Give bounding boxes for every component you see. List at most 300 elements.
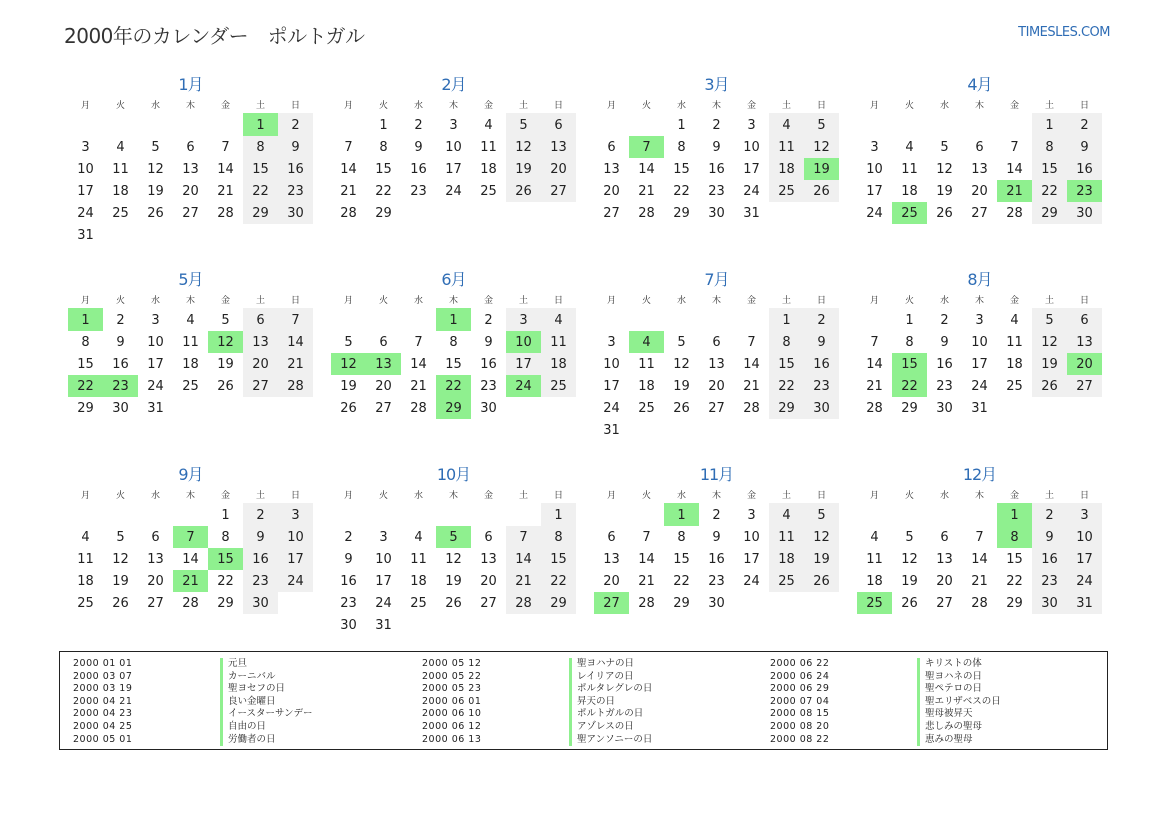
day-cell: 15	[541, 548, 576, 570]
day-cell: 20	[243, 353, 278, 375]
page-title: 2000年のカレンダー ポルトガル	[64, 24, 365, 48]
day-cell: 11	[541, 331, 576, 353]
day-cell: 25	[769, 180, 804, 202]
day-cell: 28	[506, 592, 541, 614]
months-grid	[68, 74, 1103, 659]
month-name: 11月	[699, 465, 734, 484]
weekday-header: 土	[781, 295, 791, 306]
day-cell: 3	[506, 308, 541, 331]
day-cell: 15	[1032, 158, 1067, 180]
day-cell	[278, 224, 313, 246]
day-cell: 22	[673, 183, 690, 199]
day-cell: 29	[1032, 202, 1067, 224]
day-cell	[629, 419, 664, 441]
day-cell: 17	[743, 551, 760, 567]
day-cell: 14	[1006, 161, 1023, 177]
day-cell: 20	[603, 183, 620, 199]
day-cell	[208, 224, 243, 246]
weekday-header: 金	[220, 490, 230, 501]
day-cell: 7	[414, 334, 423, 350]
day-cell	[208, 113, 243, 136]
day-cell	[962, 113, 997, 136]
day-cell: 3	[975, 312, 984, 328]
day-cell: 18	[480, 161, 497, 177]
month-table	[857, 96, 1102, 224]
weekday-header: 水	[150, 490, 160, 501]
day-cell: 16	[936, 356, 953, 372]
day-cell: 26	[936, 205, 953, 221]
weekday-header: 日	[816, 490, 826, 501]
day-cell: 2	[804, 308, 839, 331]
day-cell: 13	[603, 161, 620, 177]
day-cell: 10	[1067, 526, 1102, 548]
day-cell: 21	[971, 573, 988, 589]
day-cell: 9	[940, 334, 949, 350]
day-cell: 30	[243, 592, 278, 614]
day-cell: 7	[1010, 139, 1019, 155]
day-cell	[173, 224, 208, 246]
day-cell: 3	[607, 334, 616, 350]
weekday-header: 月	[80, 295, 90, 306]
day-cell: 27	[971, 205, 988, 221]
month-name: 3月	[704, 75, 729, 94]
day-cell: 3	[449, 117, 458, 133]
holiday-date: 2000 06 24	[770, 670, 830, 682]
weekday-header: 金	[220, 100, 230, 111]
weekday-header: 水	[150, 295, 160, 306]
weekday-header: 水	[939, 490, 949, 501]
day-cell: 24	[147, 378, 164, 394]
day-cell	[103, 113, 138, 136]
holiday-date: 2000 05 12	[422, 658, 482, 669]
day-cell	[436, 202, 471, 224]
day-cell: 17	[278, 548, 313, 570]
month-calendar	[594, 269, 839, 464]
day-cell: 28	[1006, 205, 1023, 221]
day-cell: 25	[77, 595, 94, 611]
day-cell: 7	[278, 308, 313, 331]
day-cell: 20	[480, 573, 497, 589]
day-cell: 25	[1006, 378, 1023, 394]
day-cell	[243, 397, 278, 419]
day-cell: 25	[892, 202, 927, 224]
day-cell: 7	[975, 529, 984, 545]
weekday-header: 木	[448, 490, 458, 501]
day-cell: 8	[379, 139, 388, 155]
weekday-header: 月	[343, 100, 353, 111]
day-cell: 17	[1067, 548, 1102, 570]
day-cell: 16	[480, 356, 497, 372]
day-cell: 26	[147, 205, 164, 221]
day-cell: 4	[81, 529, 90, 545]
day-cell: 10	[603, 356, 620, 372]
day-cell	[664, 419, 699, 441]
day-cell	[471, 202, 506, 224]
weekday-header: 金	[1009, 100, 1019, 111]
day-cell: 18	[901, 183, 918, 199]
day-cell	[138, 503, 173, 526]
day-cell: 12	[804, 136, 839, 158]
day-cell: 14	[638, 551, 655, 567]
weekday-header: 木	[974, 295, 984, 306]
day-cell: 29	[77, 400, 94, 416]
day-cell: 17	[603, 378, 620, 394]
day-cell: 17	[743, 161, 760, 177]
day-cell: 5	[151, 139, 160, 155]
weekday-header: 土	[1044, 295, 1054, 306]
day-cell: 24	[77, 205, 94, 221]
day-cell: 8	[541, 526, 576, 548]
day-cell	[769, 592, 804, 614]
day-cell: 8	[677, 139, 686, 155]
weekday-header: 土	[518, 100, 528, 111]
weekday-header: 火	[115, 490, 125, 501]
holiday-name: 良い金曜日	[220, 696, 276, 709]
day-cell: 31	[743, 205, 760, 221]
day-cell: 5	[677, 334, 686, 350]
day-cell: 21	[410, 378, 427, 394]
day-cell: 20	[708, 378, 725, 394]
day-cell: 17	[971, 356, 988, 372]
day-cell: 15	[77, 356, 94, 372]
holiday-row	[60, 683, 313, 696]
holiday-date: 2000 06 10	[422, 708, 482, 720]
day-cell: 17	[147, 356, 164, 372]
holiday-date: 2000 04 25	[73, 720, 133, 732]
day-cell: 1	[997, 503, 1032, 526]
day-cell: 9	[1067, 136, 1102, 158]
day-cell: 18	[1006, 356, 1023, 372]
day-cell: 2	[278, 113, 313, 136]
weekday-header: 日	[816, 100, 826, 111]
day-cell: 7	[629, 136, 664, 158]
day-cell: 14	[340, 161, 357, 177]
day-cell: 24	[1067, 570, 1102, 592]
day-cell	[804, 592, 839, 614]
day-cell	[506, 202, 541, 224]
day-cell: 29	[901, 400, 918, 416]
holiday-list	[59, 651, 1108, 750]
day-cell: 21	[506, 570, 541, 592]
day-cell: 28	[410, 400, 427, 416]
day-cell: 1	[379, 117, 388, 133]
holiday-name: 悲しみの聖母	[917, 721, 982, 734]
holiday-row	[60, 671, 313, 684]
day-cell: 22	[541, 570, 576, 592]
day-cell	[804, 202, 839, 224]
day-cell: 27	[708, 400, 725, 416]
day-cell: 12	[147, 161, 164, 177]
day-cell: 31	[971, 400, 988, 416]
day-cell	[173, 397, 208, 419]
holiday-name: イースターサンデー	[220, 708, 313, 721]
day-cell: 20	[603, 573, 620, 589]
day-cell: 6	[940, 529, 949, 545]
day-cell: 18	[541, 353, 576, 375]
day-cell	[436, 614, 471, 636]
day-cell	[68, 503, 103, 526]
day-cell: 24	[743, 183, 760, 199]
weekday-header: 火	[115, 100, 125, 111]
day-cell: 8	[677, 529, 686, 545]
day-cell: 20	[182, 183, 199, 199]
weekday-header: 土	[255, 490, 265, 501]
day-cell: 28	[182, 595, 199, 611]
day-cell: 9	[712, 529, 721, 545]
day-cell: 28	[866, 400, 883, 416]
day-cell	[243, 224, 278, 246]
weekday-header: 水	[413, 100, 423, 111]
holiday-date: 2000 08 22	[770, 733, 830, 745]
day-cell: 2	[243, 503, 278, 526]
day-cell: 21	[638, 183, 655, 199]
weekday-header: 木	[711, 295, 721, 306]
day-cell: 12	[208, 331, 243, 353]
day-cell: 10	[278, 526, 313, 548]
day-cell: 19	[340, 378, 357, 394]
holiday-row	[409, 696, 652, 709]
day-cell: 2	[414, 117, 423, 133]
day-cell: 21	[638, 573, 655, 589]
holiday-name: 自由の日	[220, 721, 266, 734]
holiday-name: 恵みの聖母	[917, 734, 973, 747]
day-cell	[278, 592, 313, 614]
holiday-name: レイリアの日	[569, 671, 634, 684]
holiday-name: アゾレスの日	[569, 721, 634, 734]
day-cell: 26	[673, 400, 690, 416]
day-cell: 23	[243, 570, 278, 592]
day-cell: 6	[607, 139, 616, 155]
day-cell: 26	[340, 400, 357, 416]
day-cell: 13	[366, 353, 401, 375]
day-cell: 28	[743, 400, 760, 416]
day-cell: 4	[116, 139, 125, 155]
holiday-name: ポルトガルの日	[569, 708, 643, 721]
holiday-name: 聖ペテロの日	[917, 683, 982, 696]
day-cell: 29	[217, 595, 234, 611]
day-cell: 9	[344, 551, 353, 567]
day-cell: 4	[769, 503, 804, 526]
holiday-date: 2000 06 22	[770, 658, 830, 669]
day-cell: 28	[217, 205, 234, 221]
holiday-date: 2000 03 07	[73, 670, 133, 682]
holiday-date: 2000 03 19	[73, 683, 133, 695]
day-cell: 14	[217, 161, 234, 177]
day-cell: 18	[182, 356, 199, 372]
day-cell	[173, 503, 208, 526]
day-cell: 19	[936, 183, 953, 199]
day-cell	[506, 503, 541, 526]
day-cell: 26	[1032, 375, 1067, 397]
day-cell: 10	[971, 334, 988, 350]
day-cell: 25	[182, 378, 199, 394]
holiday-name: カーニバル	[220, 671, 276, 684]
weekday-header: 月	[606, 490, 616, 501]
day-cell: 12	[901, 551, 918, 567]
day-cell: 30	[1067, 202, 1102, 224]
day-cell: 14	[506, 548, 541, 570]
holiday-name: 聖ヨセフの日	[220, 683, 285, 696]
day-cell: 2	[1032, 503, 1067, 526]
weekday-header: 土	[518, 490, 528, 501]
day-cell	[892, 113, 927, 136]
day-cell: 19	[1032, 353, 1067, 375]
weekday-header: 月	[869, 490, 879, 501]
month-calendar	[68, 269, 313, 464]
day-cell	[541, 614, 576, 636]
weekday-header: 土	[1044, 490, 1054, 501]
day-cell: 5	[1032, 308, 1067, 331]
day-cell: 25	[857, 592, 892, 614]
day-cell: 27	[375, 400, 392, 416]
day-cell: 31	[1067, 592, 1102, 614]
day-cell: 15	[673, 161, 690, 177]
weekday-header: 木	[711, 490, 721, 501]
weekday-header: 金	[220, 295, 230, 306]
day-cell: 25	[410, 595, 427, 611]
day-cell: 30	[936, 400, 953, 416]
day-cell: 30	[804, 397, 839, 419]
weekday-header: 火	[641, 295, 651, 306]
brand-link[interactable]: TIMESLES.COM	[1018, 25, 1110, 40]
day-cell: 9	[243, 526, 278, 548]
day-cell: 2	[940, 312, 949, 328]
day-cell: 7	[344, 139, 353, 155]
day-cell: 25	[638, 400, 655, 416]
day-cell: 25	[541, 375, 576, 397]
day-cell	[68, 113, 103, 136]
day-cell: 6	[712, 334, 721, 350]
holiday-date: 2000 08 20	[770, 720, 830, 732]
day-cell: 16	[1032, 548, 1067, 570]
holiday-date: 2000 04 21	[73, 695, 133, 707]
holiday-row	[409, 721, 652, 734]
day-cell: 3	[379, 529, 388, 545]
day-cell: 22	[243, 180, 278, 202]
day-cell: 14	[278, 331, 313, 353]
day-cell: 24	[866, 205, 883, 221]
weekday-header: 金	[746, 295, 756, 306]
weekday-header: 木	[711, 100, 721, 111]
day-cell: 16	[340, 573, 357, 589]
month-name: 4月	[967, 75, 992, 94]
month-table	[331, 96, 576, 224]
day-cell: 9	[116, 334, 125, 350]
holiday-date: 2000 06 29	[770, 683, 830, 695]
day-cell: 27	[480, 595, 497, 611]
weekday-header: 土	[781, 100, 791, 111]
day-cell	[471, 503, 506, 526]
day-cell: 5	[344, 334, 353, 350]
day-cell: 23	[804, 375, 839, 397]
day-cell: 18	[769, 158, 804, 180]
day-cell: 24	[445, 183, 462, 199]
day-cell: 22	[1032, 180, 1067, 202]
weekday-header: 金	[1009, 490, 1019, 501]
day-cell	[401, 202, 436, 224]
day-cell	[506, 614, 541, 636]
weekday-header: 水	[413, 295, 423, 306]
weekday-header: 木	[974, 100, 984, 111]
day-cell	[138, 113, 173, 136]
day-cell	[401, 614, 436, 636]
day-cell: 2	[116, 312, 125, 328]
month-table	[857, 486, 1102, 614]
day-cell: 30	[480, 400, 497, 416]
day-cell: 26	[445, 595, 462, 611]
day-cell: 4	[1010, 312, 1019, 328]
day-cell: 21	[743, 378, 760, 394]
weekday-header: 金	[746, 490, 756, 501]
day-cell: 11	[410, 551, 427, 567]
weekday-header: 土	[255, 295, 265, 306]
day-cell: 11	[480, 139, 497, 155]
day-cell: 7	[747, 334, 756, 350]
day-cell: 24	[971, 378, 988, 394]
weekday-header: 火	[115, 295, 125, 306]
day-cell: 29	[769, 397, 804, 419]
day-cell	[629, 113, 664, 136]
weekday-header: 日	[1079, 100, 1089, 111]
day-cell	[436, 503, 471, 526]
day-cell: 7	[221, 139, 230, 155]
day-cell: 14	[866, 356, 883, 372]
day-cell: 21	[278, 353, 313, 375]
month-calendar	[331, 74, 576, 269]
day-cell: 22	[1006, 573, 1023, 589]
day-cell: 31	[77, 227, 94, 243]
day-cell	[769, 419, 804, 441]
day-cell: 29	[673, 595, 690, 611]
month-calendar	[68, 74, 313, 269]
day-cell: 31	[603, 422, 620, 438]
day-cell: 29	[375, 205, 392, 221]
day-cell: 18	[410, 573, 427, 589]
holiday-name: 元旦	[220, 658, 247, 671]
day-cell: 15	[892, 353, 927, 375]
weekday-header: 水	[676, 100, 686, 111]
month-table	[857, 291, 1102, 419]
weekday-header: 日	[553, 490, 563, 501]
day-cell: 6	[1067, 308, 1102, 331]
holiday-name: 聖アンソニーの日	[569, 734, 652, 747]
day-cell: 22	[375, 183, 392, 199]
day-cell	[769, 202, 804, 224]
day-cell: 7	[173, 526, 208, 548]
day-cell: 14	[971, 551, 988, 567]
day-cell: 9	[804, 331, 839, 353]
day-cell: 26	[804, 570, 839, 592]
day-cell: 11	[77, 551, 94, 567]
weekday-header: 日	[290, 295, 300, 306]
day-cell: 26	[506, 180, 541, 202]
holiday-name: 聖エリザベスの日	[917, 696, 1001, 709]
day-cell: 13	[243, 331, 278, 353]
day-cell: 13	[147, 551, 164, 567]
weekday-header: 日	[1079, 295, 1089, 306]
month-calendar	[594, 464, 839, 659]
day-cell: 16	[1067, 158, 1102, 180]
day-cell: 12	[445, 551, 462, 567]
day-cell: 30	[1032, 592, 1067, 614]
holiday-date: 2000 06 13	[422, 733, 482, 745]
day-cell: 4	[629, 331, 664, 353]
day-cell: 27	[936, 595, 953, 611]
holiday-row	[60, 658, 313, 671]
day-cell: 29	[436, 397, 471, 419]
day-cell: 20	[1067, 353, 1102, 375]
weekday-header: 日	[290, 490, 300, 501]
